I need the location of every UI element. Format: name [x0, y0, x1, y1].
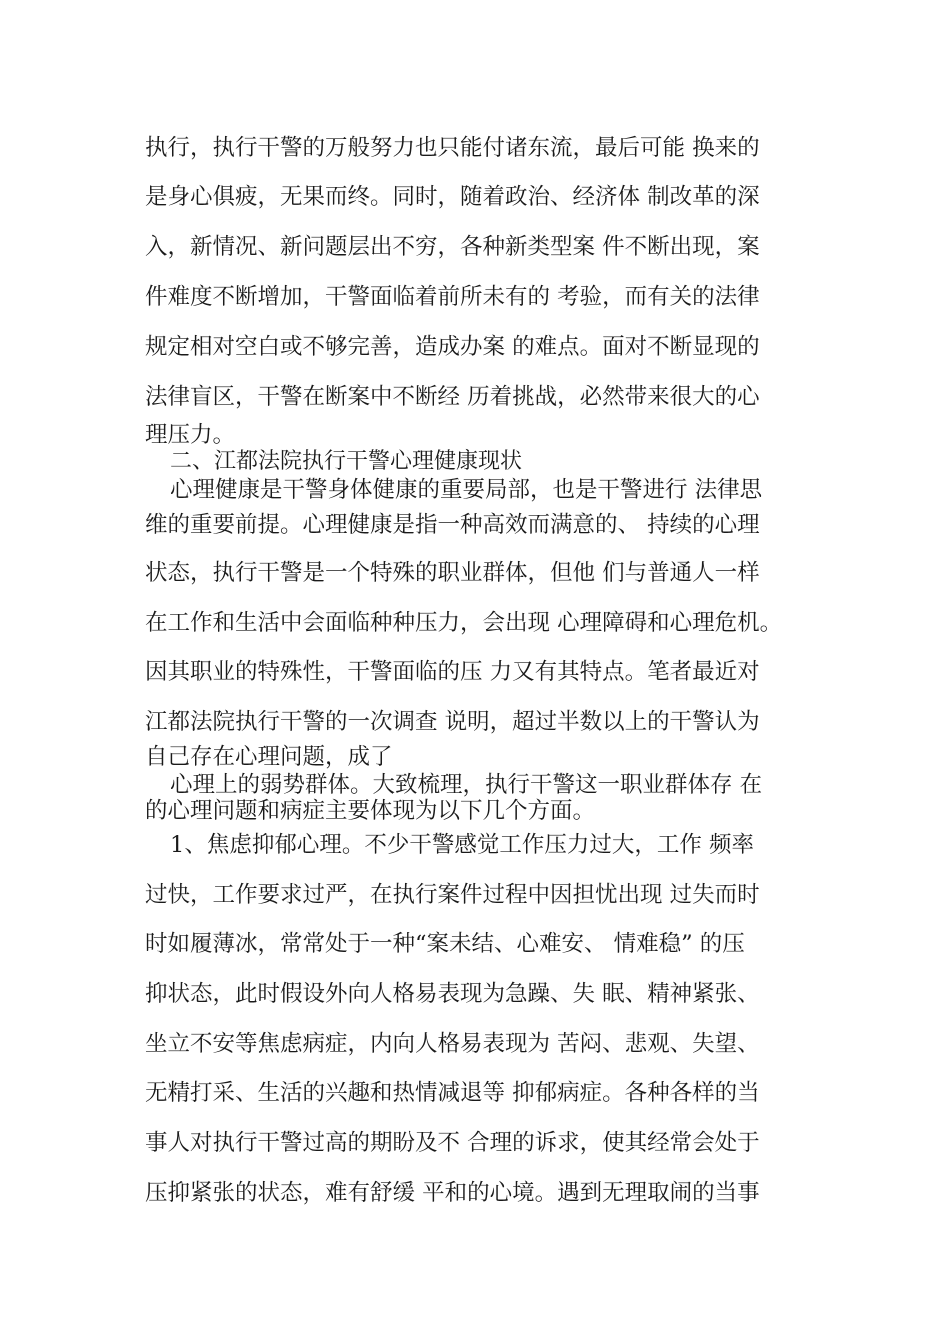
text-line: 执行，执行干警的万般努力也只能付诸东流，最后可能 换来的: [145, 135, 760, 161]
text-line: 规定相对空白或不够完善，造成办案 的难点。面对不断显现的: [145, 334, 760, 360]
text-line: 坐立不安等焦虑病症，内向人格易表现为 苦闷、悲观、失望、: [145, 1031, 760, 1057]
text-line: 入，新情况、新问题层出不穷，各种新类型案 件不断出现，案: [145, 234, 760, 260]
text-line: 件难度不断增加，干警面临着前所未有的 考验，而有关的法律: [145, 284, 760, 310]
paragraph-first-line: 1、焦虑抑郁心理。不少干警感觉工作压力过大，工作 频率: [170, 832, 754, 858]
text-line: 无精打采、生活的兴趣和热情减退等 抑郁病症。各种各样的当: [145, 1080, 760, 1106]
paragraph-first-line: 心理健康是干警身体健康的重要局部，也是干警进行 法律思: [170, 477, 763, 503]
text-line: 事人对执行干警过高的期盼及不 合理的诉求，使其经常会处于: [145, 1130, 760, 1156]
text-line: 的心理问题和病症主要体现为以下几个方面。: [145, 798, 596, 824]
text-line: 自己存在心理问题，成了: [145, 744, 393, 770]
text-line: 维的重要前提。心理健康是指一种高效而满意的、 持续的心理: [145, 512, 760, 538]
text-line: 压抑紧张的状态，难有舒缓 平和的心境。遇到无理取闹的当事: [145, 1180, 760, 1206]
text-line: 因其职业的特殊性，干警面临的压 力又有其特点。笔者最近对: [145, 659, 760, 685]
text-line: 在工作和生活中会面临种种压力，会出现 心理障碍和心理危机。: [145, 610, 783, 636]
text-line: 时如履薄冰，常常处于一种“案未结、心难安、 情难稳” 的压: [145, 931, 745, 957]
paragraph-first-line: 心理上的弱势群体。大致梳理，执行干警这一职业群体存 在: [170, 772, 763, 798]
text-line: 抑状态，此时假设外向人格易表现为急躁、失 眠、精神紧张、: [145, 981, 760, 1007]
text-line: 状态，执行干警是一个特殊的职业群体，但他 们与普通人一样: [145, 560, 760, 586]
section-heading: 二、江都法院执行干警心理健康现状: [170, 449, 523, 474]
text-line: 理压力。: [145, 422, 236, 448]
text-line: 是身心俱疲，无果而终。同时，随着政治、经济体 制改革的深: [145, 184, 760, 210]
text-line: 法律盲区，干警在断案中不断经 历着挑战，必然带来很大的心: [145, 384, 760, 410]
text-line: 过快，工作要求过严，在执行案件过程中因担忧出现 过失而时: [145, 882, 760, 908]
text-line: 江都法院执行干警的一次调查 说明，超过半数以上的干警认为: [145, 709, 760, 735]
